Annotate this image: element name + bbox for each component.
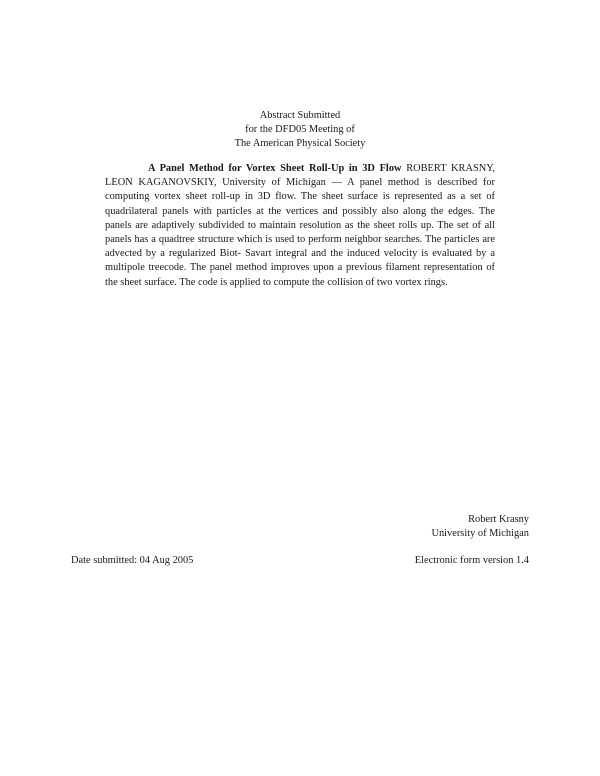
signature-affiliation: University of Michigan (431, 528, 529, 539)
abstract-separator: — (331, 177, 342, 189)
abstract-paragraph (105, 162, 495, 290)
header-line-meeting: for the DFD05 Meeting of (245, 124, 355, 135)
date-submitted: Date submitted: 04 Aug 2005 (71, 555, 194, 566)
form-version: Electronic form version 1.4 (414, 555, 529, 566)
signature-name: Robert Krasny (468, 514, 529, 525)
header-line-abstract-submitted: Abstract Submitted (259, 110, 341, 121)
signature-block (431, 513, 529, 541)
abstract-authors: ROBERT KRASNY, LEON KAGANOVSKIY, University of Michigan (105, 163, 495, 189)
submission-header (0, 109, 600, 151)
header-line-society: The American Physical Society (234, 138, 366, 149)
abstract-body: A panel method is described for computing vortex sheet roll-up in 3D flow. The sheet surface is represented as a set of quadrilateral panels with particles at the vertices and possibly also along the edges. The panels are adaptively subdivided to maintain resolution as the sheet rolls up. The set of all panels has a quadtree structure which is used to perform neighbor searches. The particles are advected by a regularized Biot- Savart integral and the induced velocity is evaluated by a multipole treecode. The panel method improves upon a previous filament representation of the sheet surface. The code is applied to compute the collision of two vortex rings. (105, 177, 495, 288)
abstract-title: A Panel Method for Vortex Sheet Roll-Up in 3D Flow (148, 163, 402, 174)
